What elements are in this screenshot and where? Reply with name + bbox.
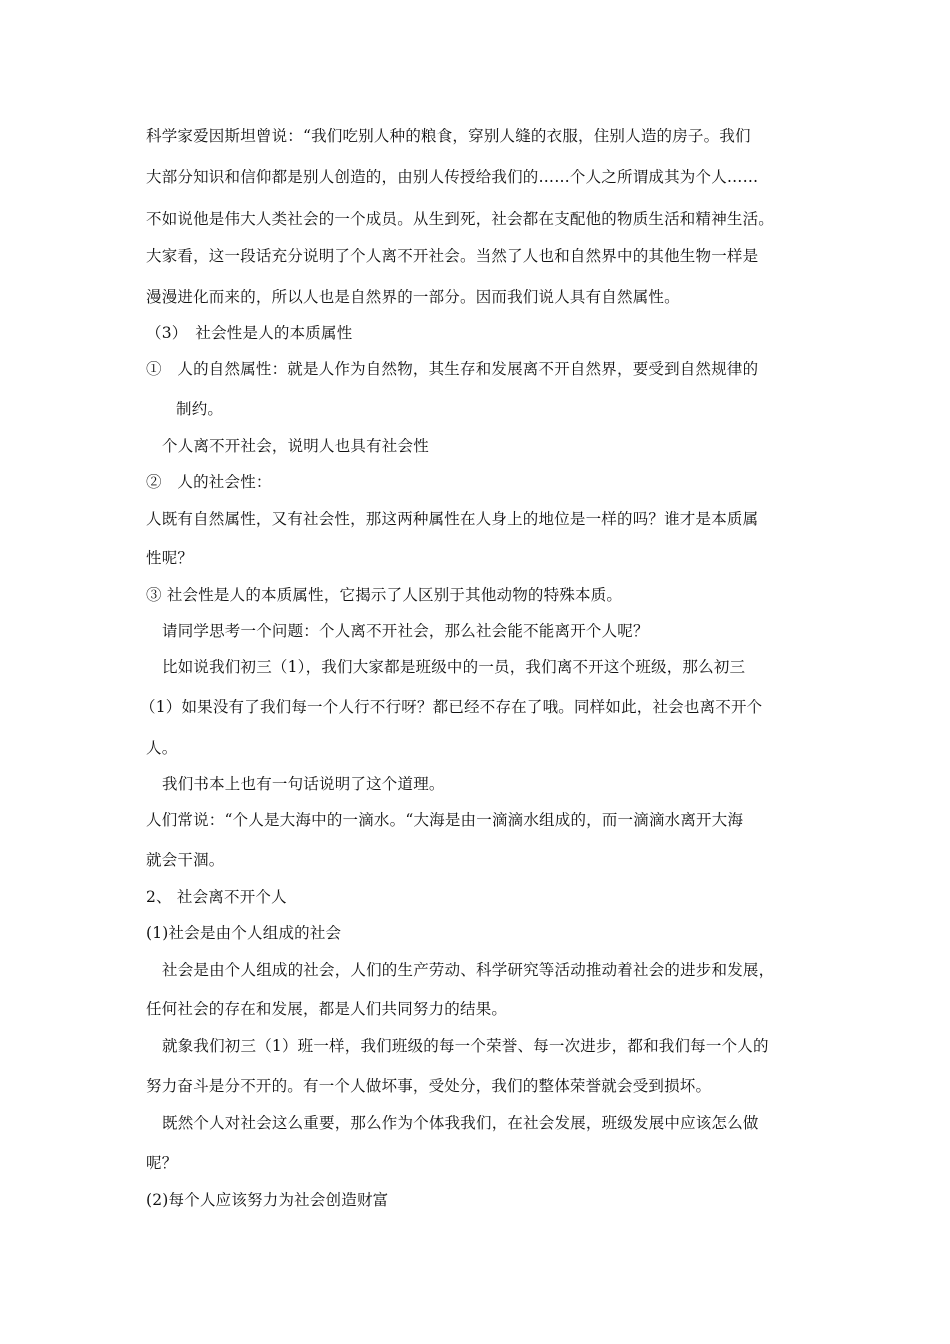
paragraph-line: 不如说他是伟大人类社会的一个成员。从生到死，社会都在支配他的物质生活和精神生活。 (146, 210, 775, 228)
paragraph-line: 个人离不开社会，说明人也具有社会性 (162, 437, 429, 455)
paragraph-line: 人既有自然属性，又有社会性，那这两种属性在人身上的地位是一样的吗？谁才是本质属 (146, 510, 759, 528)
paragraph-line: 任何社会的存在和发展，都是人们共同努力的结果。 (146, 1000, 508, 1018)
paragraph-line: 科学家爱因斯坦曾说：“我们吃别人种的粮食，穿别人缝的衣服，住别人造的房子。我们 (146, 127, 751, 145)
paragraph-line: 大部分知识和信仰都是别人创造的，由别人传授给我们的……个人之所谓成其为个人…… (146, 168, 759, 186)
section-heading: （3） 社会性是人的本质属性 (146, 324, 353, 342)
paragraph-line: 就象我们初三（1）班一样，我们班级的每一个荣誉、每一次进步，都和我们每一个人的 (162, 1037, 769, 1055)
list-item: ② 人的社会性： (146, 473, 272, 491)
paragraph-line: 就会干涸。 (146, 851, 225, 869)
paragraph-line: 漫漫进化而来的，所以人也是自然界的一部分。因而我们说人具有自然属性。 (146, 288, 680, 306)
section-heading: (1)社会是由个人组成的社会 (146, 924, 342, 942)
section-heading: 2、 社会离不开个人 (146, 888, 287, 906)
paragraph-line: 社会是由个人组成的社会，人们的生产劳动、科学研究等活动推动着社会的进步和发展， (162, 961, 775, 979)
paragraph-line: 既然个人对社会这么重要，那么作为个体我我们，在社会发展，班级发展中应该怎么做 (162, 1114, 759, 1132)
paragraph-line: 比如说我们初三（1），我们大家都是班级中的一员，我们离不开这个班级，那么初三 (162, 658, 746, 676)
paragraph-line: 呢？ (146, 1154, 178, 1172)
paragraph-line: 请同学思考一个问题：个人离不开社会，那么社会能不能离开个人呢？ (162, 622, 649, 640)
section-heading: (2)每个人应该努力为社会创造财富 (146, 1191, 389, 1209)
list-item: ③ 社会性是人的本质属性，它揭示了人区别于其他动物的特殊本质。 (146, 586, 623, 604)
paragraph-line: （1）如果没有了我们每一个人行不行呀？都已经不存在了哦。同样如此，社会也离不开个 (140, 698, 763, 716)
list-item: ① 人的自然属性：就是人作为自然物，其生存和发展离不开自然界，要受到自然规律的 (146, 360, 759, 378)
paragraph-line: 人们常说：“个人是大海中的一滴水。“大海是由一滴滴水组成的，而一滴滴水离开大海 (146, 811, 744, 829)
paragraph-line: 性呢？ (146, 549, 194, 567)
paragraph-line: 我们书本上也有一句话说明了这个道理。 (162, 775, 445, 793)
paragraph-line: 人。 (146, 739, 178, 757)
paragraph-line: 制约。 (176, 400, 224, 418)
paragraph-line: 大家看，这一段话充分说明了个人离不开社会。当然了人也和自然界中的其他生物一样是 (146, 247, 759, 265)
paragraph-line: 努力奋斗是分不开的。有一个人做坏事，受处分，我们的整体荣誉就会受到损坏。 (146, 1077, 712, 1095)
